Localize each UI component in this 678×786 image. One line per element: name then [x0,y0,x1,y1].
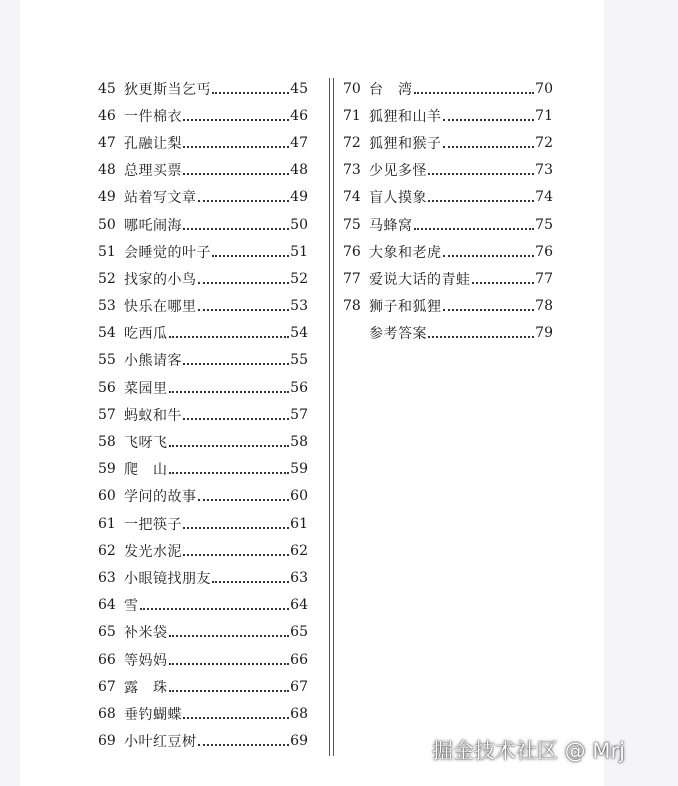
toc-entry-page: 71 [535,107,553,124]
column-divider [329,78,330,756]
dot-leader [183,159,289,175]
toc-entry-number: 65 [98,624,116,641]
dot-leader [140,594,290,610]
dot-leader [198,295,290,311]
toc-entry [98,537,308,564]
toc-entry-number: 47 [98,134,116,151]
dot-leader [183,404,289,420]
toc-entry-title: 大象和老虎 [369,244,442,261]
toc-entry [98,157,308,184]
toc-entry-number: 52 [98,270,116,287]
toc-entry [98,347,308,374]
toc-entry [343,293,553,320]
toc-entry [98,619,308,646]
toc-entry-page: 65 [290,624,308,641]
toc-entry-number: 56 [98,379,116,396]
toc-entry [343,102,553,129]
toc-entry [98,728,308,755]
toc-entry [98,75,308,102]
toc-entry-title: 蚂蚁和牛 [124,407,182,424]
toc-entry-number: 70 [343,80,361,97]
toc-entry-page: 70 [535,80,553,97]
toc-entry-number: 71 [343,107,361,124]
dot-leader [169,431,290,447]
toc-entry [343,238,553,265]
toc-entry-page: 72 [535,134,553,151]
dot-leader [212,241,289,257]
toc-entry-title: 参考答案 [369,326,427,343]
toc-entry-title: 一把筷子 [124,516,182,533]
toc-entry-page: 61 [290,515,308,532]
toc-entry-title: 哪吒闹海 [124,217,182,234]
toc-entry-number: 55 [98,352,116,369]
toc-entry-page: 66 [290,651,308,668]
toc-entry-page: 60 [290,488,308,505]
toc-entry-number: 54 [98,325,116,342]
dot-leader [169,322,290,338]
toc-entry [98,428,308,455]
toc-entry [343,211,553,238]
toc-entry-page: 55 [290,352,308,369]
toc-entry-page: 67 [290,678,308,695]
toc-entry-title: 飞呀飞 [124,435,168,452]
toc-column-right [343,75,553,347]
toc-entry-page: 46 [290,107,308,124]
toc-entry-title: 爱说大话的青蛙 [369,271,471,288]
toc-entry [98,700,308,727]
toc-entry-title: 吃西瓜 [124,326,168,343]
dot-leader [428,159,534,175]
toc-entry-number: 76 [343,243,361,260]
toc-entry [98,211,308,238]
toc-entry-page: 54 [290,325,308,342]
dot-leader [443,295,535,311]
toc-entry [98,238,308,265]
toc-entry [98,129,308,156]
dot-leader [212,78,289,94]
toc-entry-title: 快乐在哪里 [124,299,197,316]
toc-entry-title: 等妈妈 [124,652,168,669]
toc-entry-title: 爬 山 [124,462,168,479]
toc-entry-page: 50 [290,216,308,233]
dot-leader [183,703,289,719]
dot-leader [183,513,289,529]
toc-entry-page: 45 [290,80,308,97]
toc-entry-page: 73 [535,162,553,179]
dot-leader [183,214,289,230]
toc-entry-number: 59 [98,461,116,478]
toc-entry-page: 53 [290,298,308,315]
toc-entry-title: 会睡觉的叶子 [124,244,211,261]
toc-entry-title: 小叶红豆树 [124,734,197,751]
toc-entry [98,510,308,537]
dot-leader [443,241,535,257]
document-page [20,0,604,786]
toc-entry-title: 补米袋 [124,625,168,642]
toc-entry-page: 79 [535,325,553,342]
toc-entry-number: 74 [343,189,361,206]
toc-entry-title: 孔融让梨 [124,135,182,152]
dot-leader [443,105,535,121]
toc-entry [98,401,308,428]
toc-entry-number: 51 [98,243,116,260]
toc-entry [98,320,308,347]
toc-entry-title: 菜园里 [124,380,168,397]
toc-entry-number: 53 [98,298,116,315]
toc-entry [343,157,553,184]
toc-entry-title: 台 湾 [369,81,413,98]
toc-entry-number: 68 [98,705,116,722]
toc-entry-number: 78 [343,298,361,315]
toc-entry-page: 49 [290,189,308,206]
dot-leader [169,649,290,665]
toc-entry-number: 66 [98,651,116,668]
toc-entry-number: 67 [98,678,116,695]
dot-leader [198,730,290,746]
dot-leader [169,377,290,393]
toc-entry-number: 50 [98,216,116,233]
dot-leader [212,567,289,583]
toc-entry-number: 64 [98,597,116,614]
toc-column-left [98,75,308,755]
toc-entry [98,592,308,619]
toc-entry-page: 68 [290,705,308,722]
toc-entry [98,374,308,401]
toc-entry-title: 雪 [124,598,139,615]
toc-entry-title: 狄更斯当乞丐 [124,81,211,98]
toc-entry-title: 马蜂窝 [369,217,413,234]
toc-entry-number: 62 [98,542,116,559]
toc-entry [343,129,553,156]
toc-entry-page: 47 [290,134,308,151]
toc-entry [98,456,308,483]
toc-entry-page: 69 [290,733,308,750]
dot-leader [183,540,289,556]
toc-entry-title: 小眼镜找朋友 [124,570,211,587]
toc-entry-page: 57 [290,406,308,423]
toc-entry [98,646,308,673]
toc-entry-number: 61 [98,515,116,532]
toc-entry-title: 少见多怪 [369,163,427,180]
toc-entry-title: 站着写文章 [124,190,197,207]
toc-entry-number: 75 [343,216,361,233]
toc-entry-page: 64 [290,597,308,614]
dot-leader [183,349,289,365]
dot-leader [169,621,290,637]
toc-entry-page: 77 [535,270,553,287]
toc-entry-title: 小熊请客 [124,353,182,370]
toc-entry-page: 63 [290,569,308,586]
toc-entry-number: 69 [98,733,116,750]
toc-entry-number: 49 [98,189,116,206]
dot-leader [472,268,535,284]
toc-entry [343,320,553,347]
dot-leader [414,214,535,230]
toc-entry-number: 77 [343,270,361,287]
toc-entry-page: 76 [535,243,553,260]
toc-entry-page: 52 [290,270,308,287]
toc-entry-number: 63 [98,569,116,586]
toc-entry [98,673,308,700]
dot-leader [414,78,535,94]
dot-leader [428,186,534,202]
toc-entry-title: 发光水泥 [124,543,182,560]
toc-entry-title: 一件棉衣 [124,108,182,125]
dot-leader [169,676,290,692]
dot-leader [183,132,289,148]
toc-entry-page: 48 [290,162,308,179]
toc-entry-title: 狐狸和猴子 [369,135,442,152]
toc-entry-page: 78 [535,298,553,315]
toc-entry-page: 74 [535,189,553,206]
toc-entry-page: 62 [290,542,308,559]
dot-leader [428,322,534,338]
toc-entry-title: 垂钓蝴蝶 [124,706,182,723]
toc-entry-title: 露 珠 [124,679,168,696]
toc-entry-number: 58 [98,434,116,451]
dot-leader [198,186,290,202]
toc-entry-title: 总理买票 [124,163,182,180]
toc-entry-page: 58 [290,434,308,451]
toc-entry [343,75,553,102]
toc-entry [343,184,553,211]
toc-entry [98,483,308,510]
toc-entry-title: 找家的小鸟 [124,271,197,288]
toc-entry-number: 57 [98,406,116,423]
toc-entry-title: 狮子和狐狸 [369,299,442,316]
toc-entry [343,265,553,292]
toc-entry-title: 狐狸和山羊 [369,108,442,125]
toc-entry-number: 48 [98,162,116,179]
toc-entry-page: 59 [290,461,308,478]
toc-entry-number: 73 [343,162,361,179]
toc-entry-page: 51 [290,243,308,260]
toc-entry-number: 60 [98,488,116,505]
toc-entry-title: 盲人摸象 [369,190,427,207]
toc-entry-page: 75 [535,216,553,233]
toc-entry-page: 56 [290,379,308,396]
dot-leader [169,458,290,474]
toc-entry-number: 45 [98,80,116,97]
toc-entry-number: 72 [343,134,361,151]
toc-entry-number: 46 [98,107,116,124]
dot-leader [198,485,290,501]
dot-leader [443,132,535,148]
toc-entry-title: 学问的故事 [124,489,197,506]
dot-leader [183,105,289,121]
column-divider [333,78,334,756]
toc-entry [98,564,308,591]
watermark: 掘金技术社区 @ Mrj [432,739,625,763]
dot-leader [198,268,290,284]
toc-entry [98,265,308,292]
toc-entry [98,184,308,211]
toc-entry [98,293,308,320]
toc-entry [98,102,308,129]
